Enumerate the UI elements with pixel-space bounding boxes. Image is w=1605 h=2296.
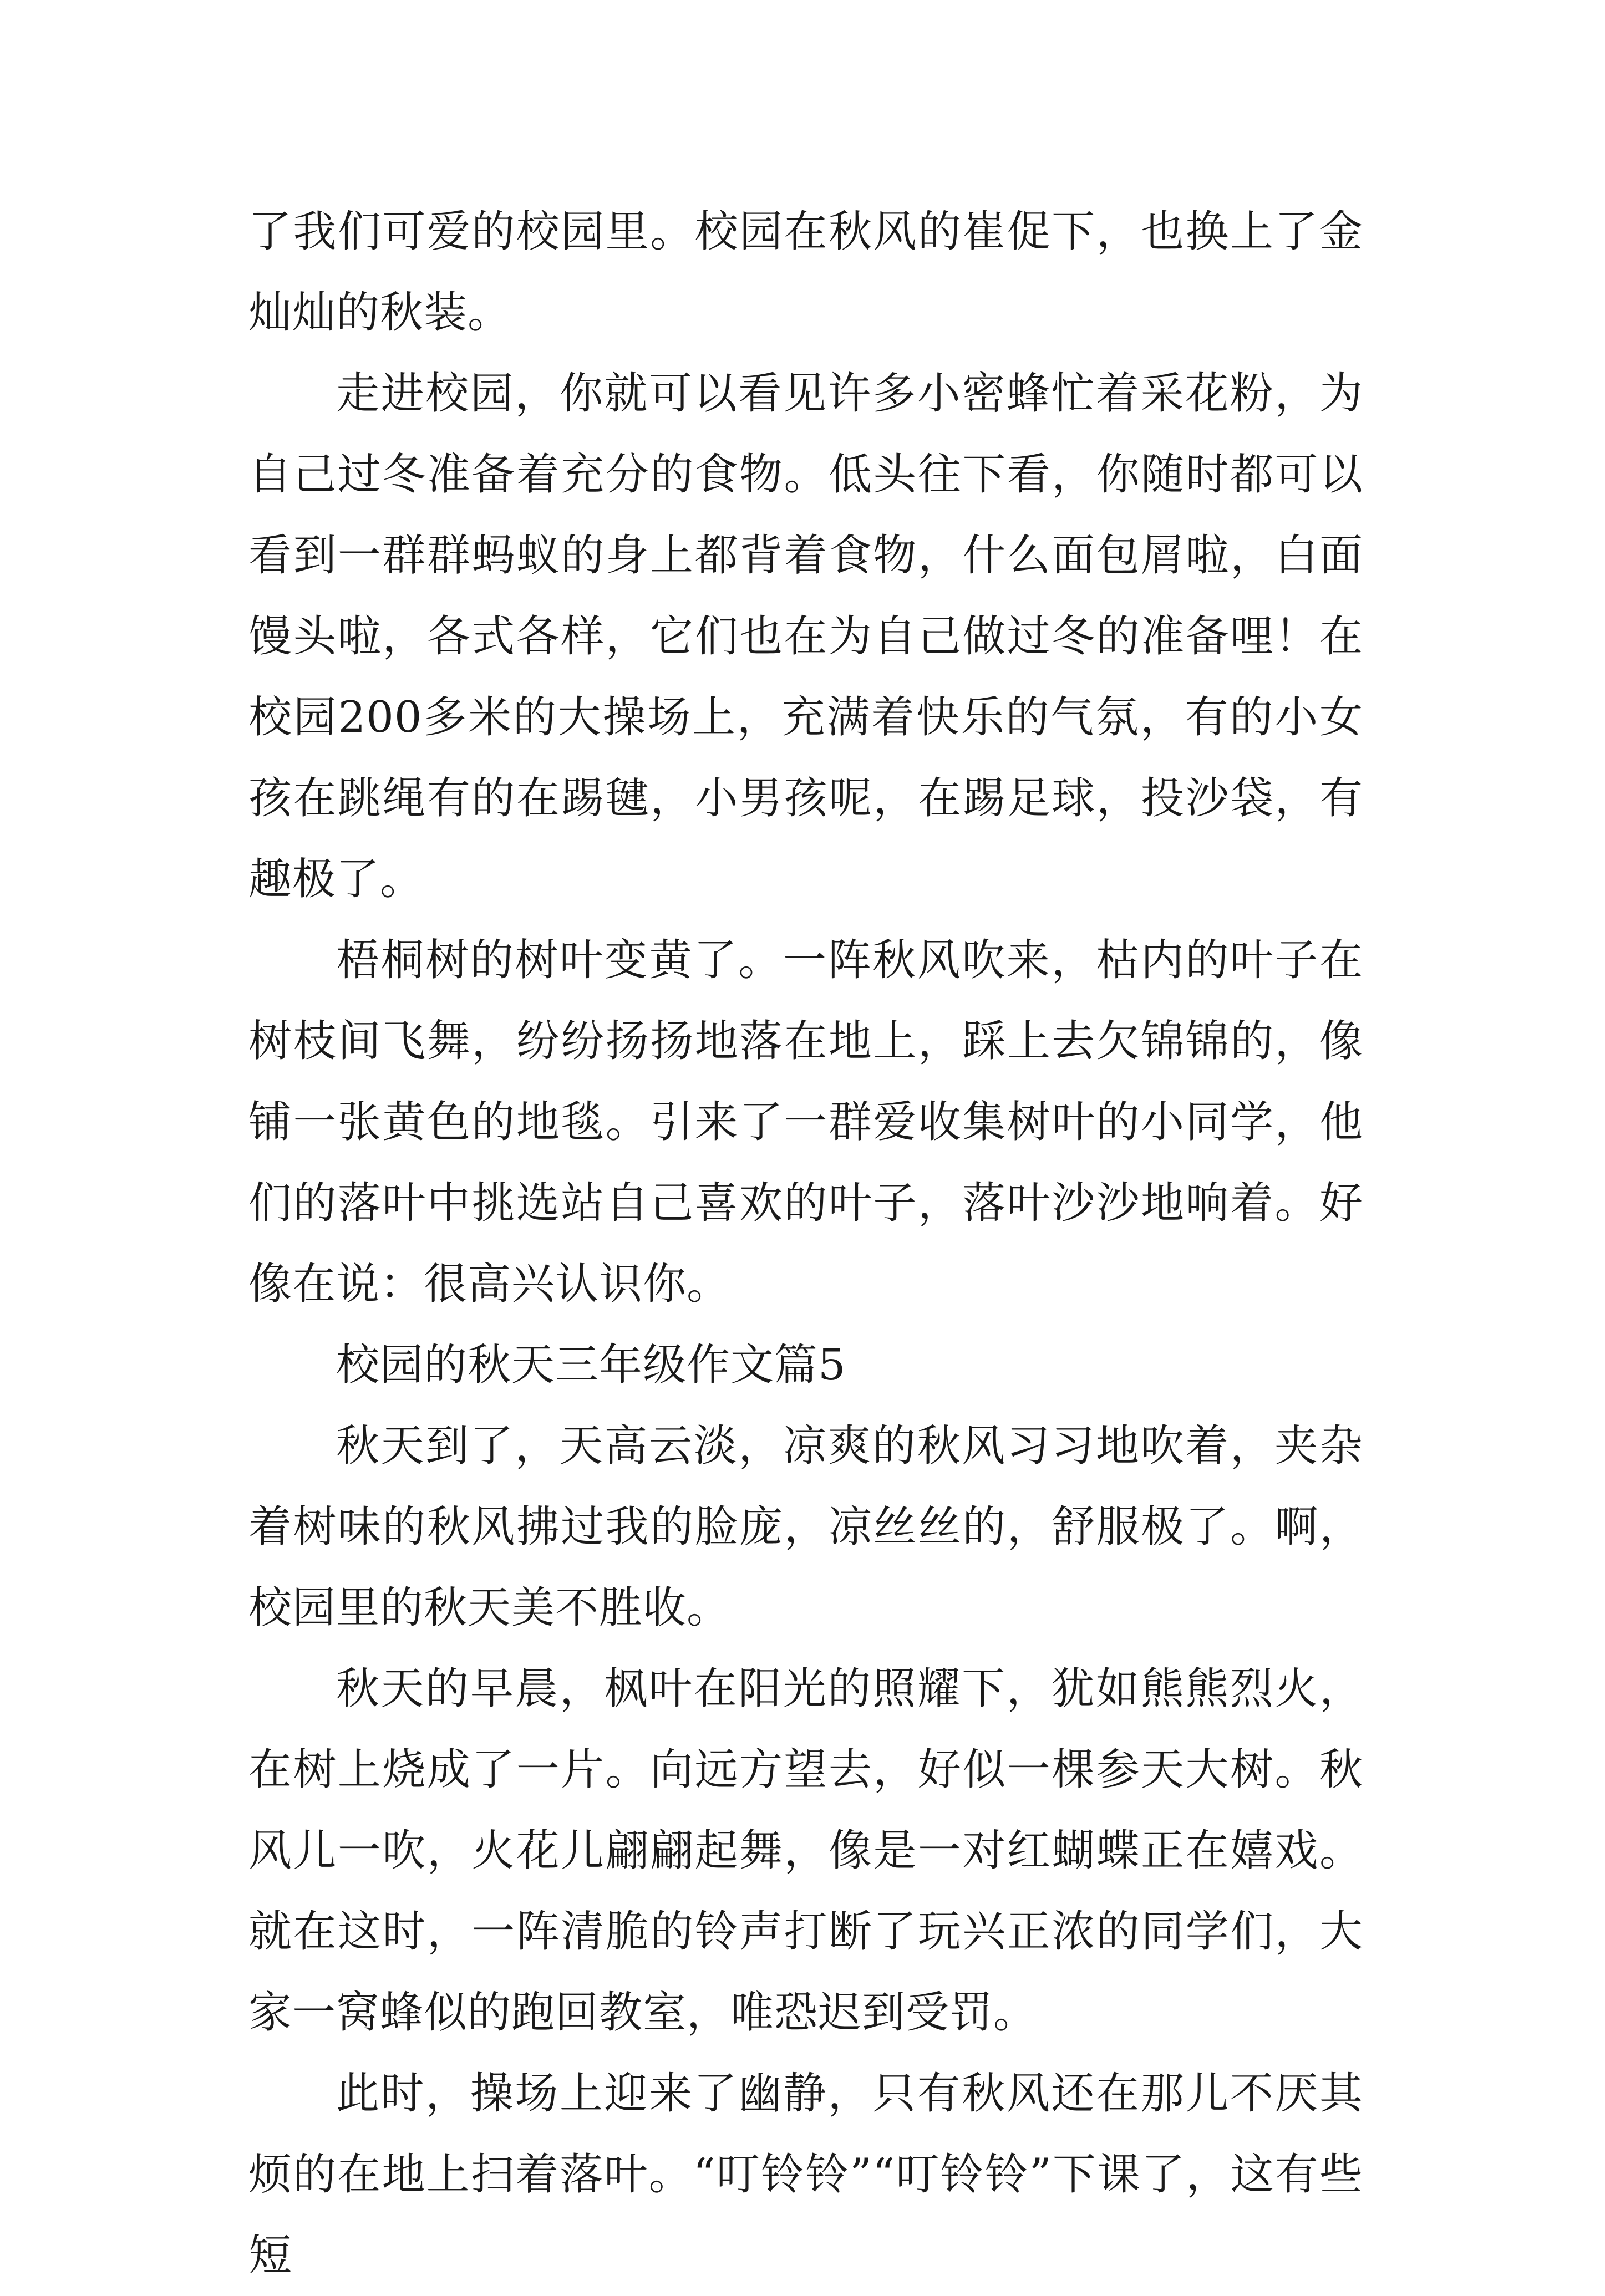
paragraph-parasol-tree: 梧桐树的树叶变黄了。一阵秋风吹来，枯内的叶子在树枝间飞舞，纷纷扬扬地落在地上，踩上去欠锦锦的，像铺一张黄色的地毯。引来了一群爱收集树叶的小同学，他们的落叶中挑选站自己喜欢的叶子，落叶沙沙地响着。好像在说：很高兴认识你。 — [248, 935, 1363, 1309]
paragraph-playground-quiet: 此时，操场上迎来了幽静，只有秋风还在那儿不厌其烦的在地上扫着落叶。“叮铃铃”“叮铃铃”下课了，这有些短 — [248, 2069, 1363, 2280]
document-body — [248, 191, 1363, 2296]
paragraph-continuation: 了我们可爱的校园里。校园在秋风的崔促下，也换上了金灿灿的秋装。 — [248, 207, 1363, 338]
essay-heading: 校园的秋天三年级作文篇5 — [336, 1340, 846, 1390]
paragraph-autumn-morning: 秋天的早晨，枫叶在阳光的照耀下，犹如熊熊烈火，在树上烧成了一片。向远方望去，好似一棵参天大树。秋风儿一吹，火花儿翩翩起舞，像是一对红蝴蝶正在嬉戏。就在这时，一阵清脆的铃声打断了玩兴正浓的同学们，大家一窝蜂似的跑回教室，唯恐迟到受罚。 — [248, 1664, 1363, 2038]
paragraph-autumn-arrives: 秋天到了，天高云淡，凉爽的秋风习习地吹着，夹杂着树味的秋风拂过我的脸庞，凉丝丝的，舒服极了。啊，校园里的秋天美不胜收。 — [248, 1421, 1363, 1633]
paragraph-entering-campus: 走进校园，你就可以看见许多小密蜂忙着采花粉，为自己过冬准备着充分的食物。低头往下看，你随时都可以看到一群群蚂蚁的身上都背着食物，什么面包屑啦，白面馒头啦，各式各样，它们也在为自己做过冬的准备哩！在校园200多米的大操场上，充满着快乐的气氛，有的小女孩在跳绳有的在踢毽，小男孩呢，在踢足球，投沙袋，有趣极了。 — [248, 369, 1363, 904]
